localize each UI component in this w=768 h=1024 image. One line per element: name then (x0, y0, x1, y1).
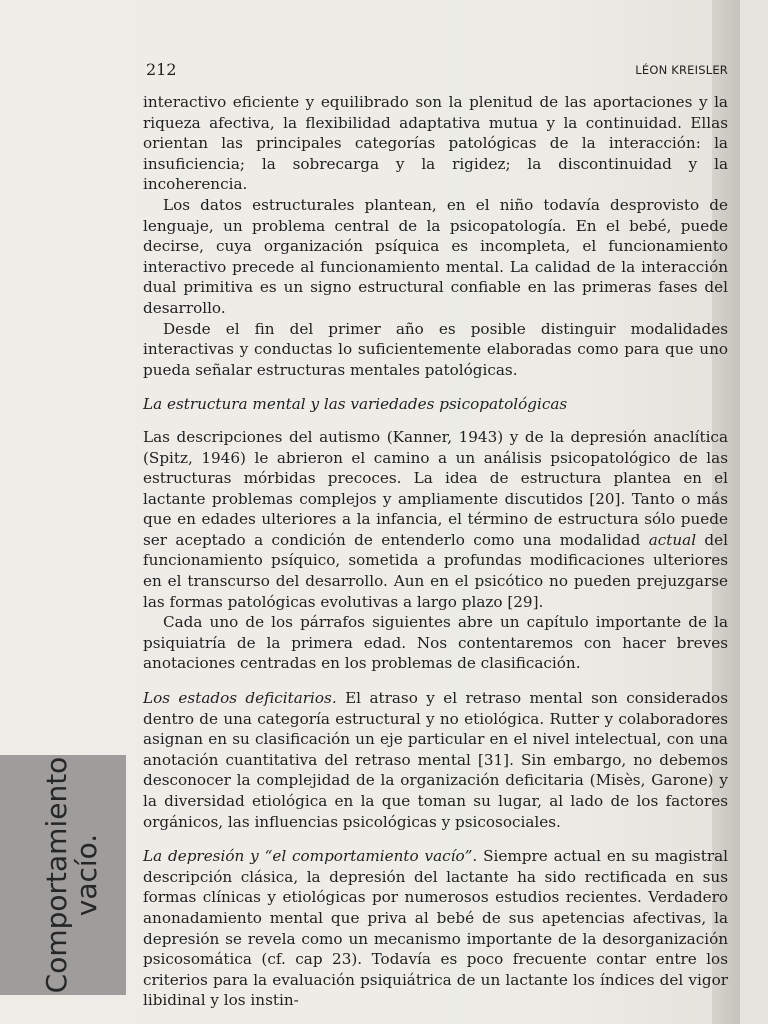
paragraph-4-text-a: Las descripciones del autismo (Kanner, 1943) y de la depresión anaclítica (Spitz, 1946) le abrieron el camino a un análisis psicopatológico de las estructuras mórbidas precoces. La idea de estructura plantea en el lactante problemas complejos y ampliamente discutidos [20]. Tanto o más que en edades ulteriores a la infancia, el término de estructura sólo puede ser aceptado a condición de entenderlo como una modalidad (143, 427, 728, 549)
body-text (143, 92, 728, 1011)
runin-title-deficitarios: Los estados deficitarios. (143, 689, 337, 708)
paragraph-5: Cada uno de los párrafos siguientes abre un capítulo importante de la psiquiatría de la primera edad. Nos contentaremos con hacer breves anotaciones centradas en los problemas de clasificación. (143, 613, 728, 673)
section-heading: La estructura mental y las variedades psicopatológicas (143, 395, 568, 414)
page-header (146, 60, 728, 84)
paragraph-2: Los datos estructurales plantean, en el niño todavía desprovisto de lenguaje, un problema central de la psicopatología. En el bebé, puede decirse, cuya organización psíquica es incompleta, el funcionamiento interactivo precede al funcionamiento mental. La calidad de la interacción dual primitiva es un signo estructural confiable en las primeras fases del desarrollo. (143, 195, 728, 317)
paragraph-4 (143, 427, 728, 612)
runin-title-depresion: La depresión y “el comportamiento vacío”. (143, 847, 478, 866)
paragraph-4-emphasis: actual (648, 530, 697, 549)
paragraph-deficitarios-text: El atraso y el retraso mental son considerados dentro de una categoría estructural y no etiológica. Rutter y colaboradores asignan en su clasificación un eje particular en el nivel intelectual, con una anotación cuantitativa del retraso mental [31]. Sin embargo, no debemos desconocer la complejidad de la organización deficitaria (Misès, Garone) y la diversidad etiológica en la que toman su lugar, al lado de los factores orgánicos, las influencias psicológicas y psicosociales. (143, 689, 728, 831)
paragraph-deficitarios (143, 688, 728, 832)
paragraph-4-text-b: del funcionamiento psíquico, sometida a profundas modificaciones ulteriores en el transcurso del desarrollo. Aun en el psicótico no pueden prejuzgarse las formas patológicas evolutivas a largo plazo [29]. (143, 530, 728, 611)
paragraph-3: Desde el fin del primer año es posible distinguir modalidades interactivas y conductas lo suficientemente elaboradas como para que uno pueda señalar estructuras mentales patológicas. (143, 319, 728, 379)
handwritten-note: Comportamiento vacío. (40, 756, 103, 994)
running-head: LÉON KREISLER (635, 63, 728, 77)
page-number: 212 (146, 60, 177, 79)
paragraph-depresion (143, 846, 728, 1011)
margin-note (0, 755, 126, 995)
paragraph-depresion-text: Siempre actual en su magistral descripción clásica, la depresión del lactante ha sido rectificada en sus formas clínicas y etiológicas por numerosos estudios recientes. Verdadero anonadamiento mental que priva al bebé de sus apetencias afectivas, la depresión se revela como un mecanismo importante de la desorganización psicosomática (cf. cap 23). Todavía es poco frecuente contar entre los criterios para la evaluación psiquiátrica de un lactante los índices del vigor libidinal y los instin- (143, 847, 728, 1010)
paragraph-1: interactivo eficiente y equilibrado son la plenitud de las aportaciones y la riqueza afectiva, la flexibilidad adaptativa mutua y la continuidad. Ellas orientan las principales categorías patológicas de la interacción: la insuficiencia; la sobrecarga y la rigidez; la discontinuidad y la incoherencia. (143, 93, 728, 194)
